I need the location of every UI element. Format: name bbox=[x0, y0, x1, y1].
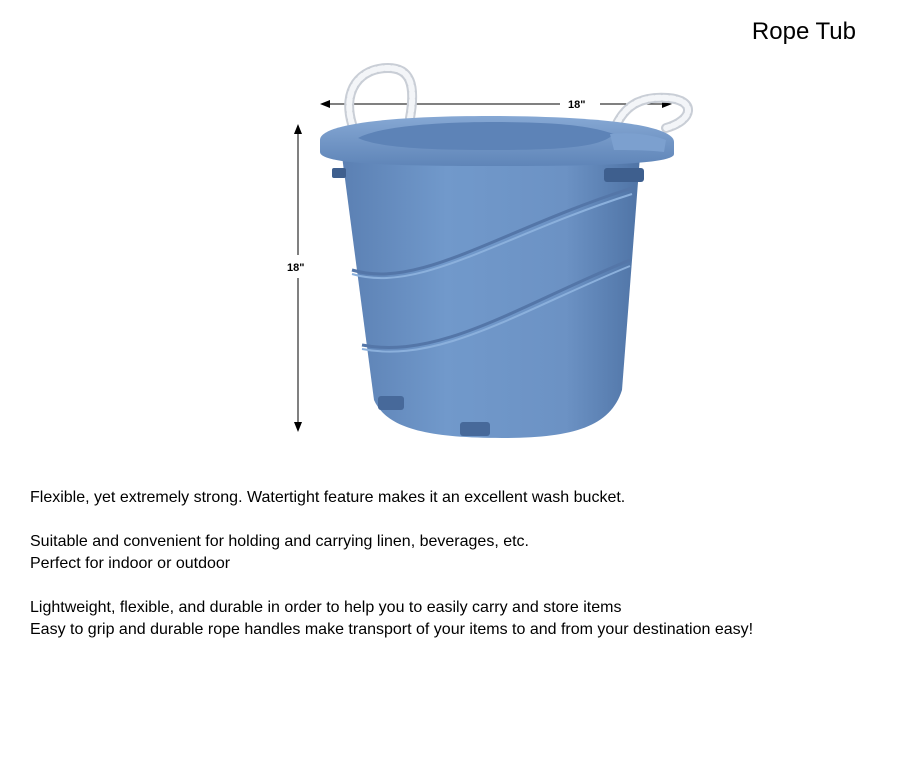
height-dimension-label: 18" bbox=[287, 262, 305, 274]
description-paragraph bbox=[30, 597, 880, 641]
tub-rim bbox=[320, 116, 674, 166]
product-description bbox=[30, 487, 880, 663]
width-dimension-arrow bbox=[320, 100, 672, 108]
description-line: Suitable and convenient for holding and carrying linen, beverages, etc. bbox=[30, 533, 529, 550]
description-paragraph bbox=[30, 487, 880, 509]
page-title: Rope Tub bbox=[751, 18, 856, 45]
description-line: Easy to grip and durable rope handles make transport of your items to and from your destination easy! bbox=[30, 621, 754, 638]
left-rope-handle bbox=[349, 68, 412, 124]
height-dimension-arrow bbox=[294, 124, 302, 432]
description-line: Perfect for indoor or outdoor bbox=[30, 555, 231, 572]
tub-body bbox=[332, 156, 644, 438]
description-paragraph bbox=[30, 531, 880, 575]
description-line: Lightweight, flexible, and durable in order to help you to easily carry and store items bbox=[30, 599, 622, 616]
width-dimension-label: 18" bbox=[568, 99, 586, 111]
product-image bbox=[270, 60, 710, 450]
description-line: Flexible, yet extremely strong. Watertight feature makes it an excellent wash bucket. bbox=[30, 489, 626, 506]
